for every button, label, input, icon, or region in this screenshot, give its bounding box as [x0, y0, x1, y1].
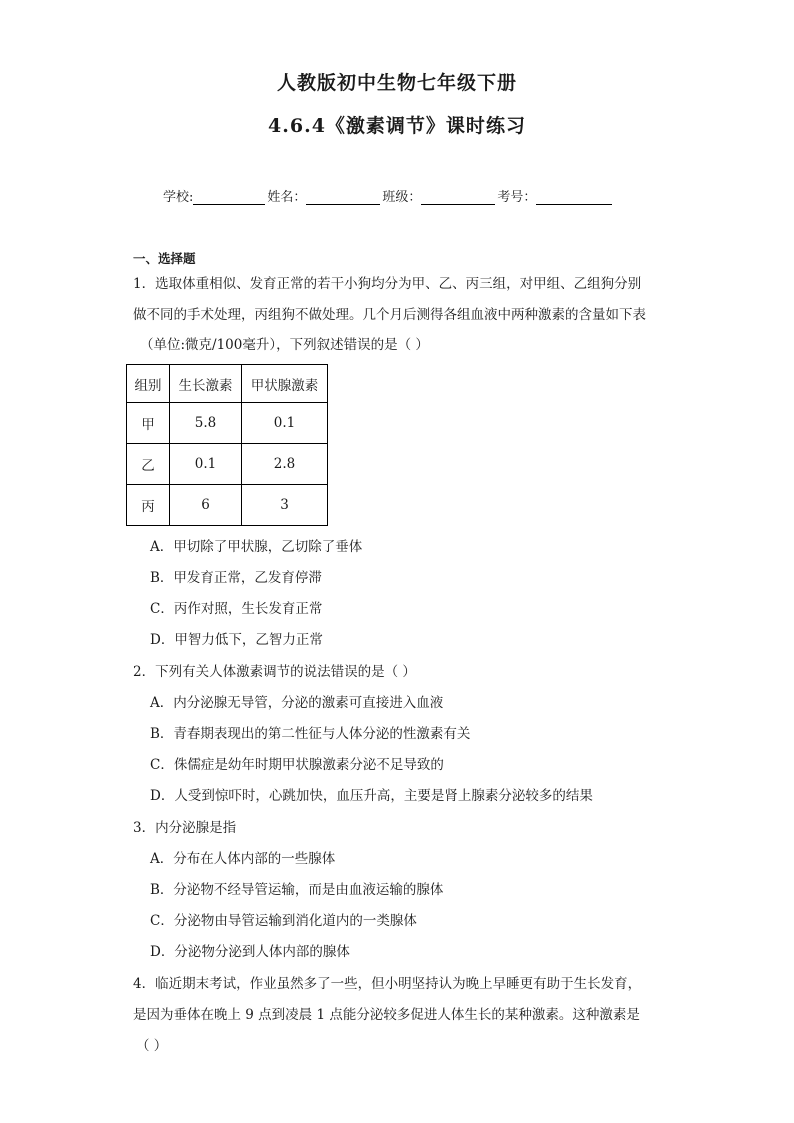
table-cell: 3: [242, 485, 328, 526]
class-label: 班级：: [382, 190, 422, 205]
class-blank: [421, 191, 495, 205]
question-1-line-3: （单位:微克/100毫升），下列叙述错误的是（ ）: [140, 337, 429, 353]
table-cell: 0.1: [170, 444, 242, 485]
hormone-data-table: [126, 364, 328, 526]
question-2-option-c: C．侏儒症是幼年时期甲状腺激素分泌不足导致的: [150, 757, 444, 773]
question-2-option-d: D．人受到惊吓时，心跳加快，血压升高，主要是肾上腺素分泌较多的结果: [150, 788, 593, 804]
table-header-cell: 组别: [127, 365, 170, 403]
question-3-option-b: B．分泌物不经导管运输，而是由血液运输的腺体: [150, 882, 444, 898]
table-cell: 6: [170, 485, 242, 526]
question-2-option-b: B．青春期表现出的第二性征与人体分泌的性激素有关: [150, 726, 471, 742]
question-3-option-a: A．分布在人体内部的一些腺体: [150, 851, 336, 867]
student-info-line: [163, 186, 614, 205]
question-1-line-1: 1．选取体重相似、发育正常的若干小狗均分为甲、乙、丙三组，对甲组、乙组狗分别: [133, 276, 642, 292]
question-4-line-2: 是因为垂体在晚上 9 点到凌晨 1 点能分泌较多促进人体生长的某种激素。这种激素是: [133, 1007, 640, 1023]
question-1-option-b: B．甲发育正常，乙发育停滞: [150, 570, 322, 586]
question-3-stem: 3．内分泌腺是指: [133, 820, 237, 836]
table-row: [127, 485, 328, 526]
question-3-option-c: C．分泌物由导管运输到消化道内的一类腺体: [150, 913, 417, 929]
document-title: 人教版初中生物七年级下册: [276, 72, 517, 94]
question-3-option-d: D．分泌物分泌到人体内部的腺体: [150, 944, 350, 960]
question-1-option-d: D．甲智力低下，乙智力正常: [150, 632, 323, 648]
question-4-line-1: 4．临近期末考试，作业虽然多了一些，但小明坚持认为晚上早睡更有助于生长发育，: [133, 976, 642, 992]
question-1-option-a: A．甲切除了甲状腺，乙切除了垂体: [150, 539, 363, 555]
table-cell: 丙: [127, 485, 170, 526]
table-cell: 2.8: [242, 444, 328, 485]
school-blank: [193, 191, 265, 205]
exam-number-blank: [536, 191, 612, 205]
name-label: 姓名：: [267, 190, 307, 205]
name-blank: [306, 191, 380, 205]
table-header-cell: 甲状腺激素: [242, 365, 328, 403]
question-2-stem: 2．下列有关人体激素调节的说法错误的是（ ）: [133, 664, 416, 680]
question-1-line-2: 做不同的手术处理，丙组狗不做处理。几个月后测得各组血液中两种激素的含量如下表: [133, 307, 646, 323]
table-header-cell: 生长激素: [170, 365, 242, 403]
table-row: [127, 444, 328, 485]
table-cell: 0.1: [242, 403, 328, 444]
table-cell: 甲: [127, 403, 170, 444]
school-label: 学校:: [163, 190, 194, 205]
exam-number-label: 考号：: [497, 190, 537, 205]
question-1-option-c: C．丙作对照，生长发育正常: [150, 601, 323, 617]
table-cell: 5.8: [170, 403, 242, 444]
table-cell: 乙: [127, 444, 170, 485]
question-4-line-3: （ ）: [136, 1038, 168, 1054]
document-subtitle: 4.6.4《激素调节》课时练习: [268, 115, 526, 137]
table-row: [127, 403, 328, 444]
section-heading: 一、选择题: [133, 251, 196, 266]
question-2-option-a: A．内分泌腺无导管，分泌的激素可直接进入血液: [150, 695, 444, 711]
table-header-row: [127, 365, 328, 403]
